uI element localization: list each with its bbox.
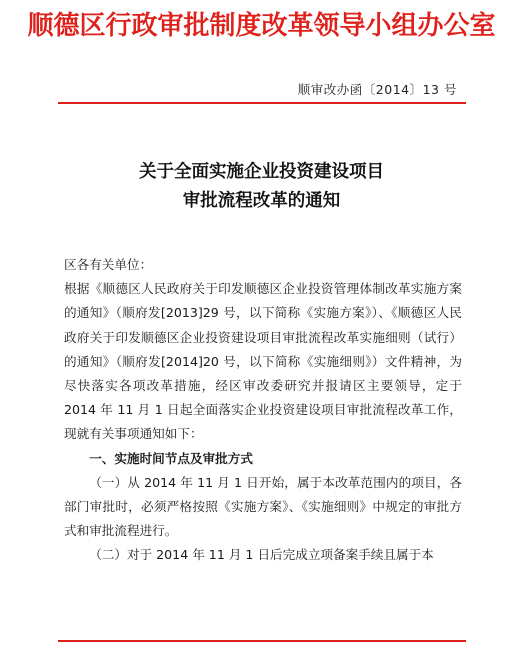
paragraph-1: （一）从 2014 年 11 月 1 日开始，属于本改革范围内的项目，各部门审批时，必须严格按照《实施方案》、《实施细则》中规定的审批方式和审批流程进行。 — [64, 474, 462, 539]
document-title — [0, 158, 523, 216]
paragraph-2: （二）对于 2014 年 11 月 1 日后完成立项备案手续且属于本 — [89, 547, 434, 563]
document-number: 顺审改办函〔2014〕13 号 — [297, 82, 457, 97]
office-title: 顺德区行政审批制度改革领导小组办公室 — [27, 11, 496, 41]
section-1-heading: 一、实施时间节点及审批方式 — [89, 450, 253, 466]
footer-divider — [58, 640, 466, 642]
title-line-2: 审批流程改革的通知 — [182, 191, 341, 211]
header-divider — [58, 102, 466, 104]
intro-paragraph: 根据《顺德区人民政府关于印发顺德区企业投资管理体制改革实施方案的通知》（顺府发[2013]29 号，以下简称《实施方案》）、《顺德区人民政府关于印发顺德区企业投资建设项目审批流程改革实施细则（试行）的通知》（顺府发[2014]20 号，以下简称《实施细则》）文件精神，为尽快落实各项改革措施，经区审改委研究并报请区主要领导，定于 2014 年 11 月 1 日起全面落实企业投资建设项目审批流程改革工作，现就有关事项通知如下： — [64, 281, 462, 442]
document-body — [64, 253, 462, 568]
title-line-1: 关于全面实施企业投资建设项目 — [139, 162, 384, 182]
salutation: 区各有关单位： — [64, 257, 153, 272]
